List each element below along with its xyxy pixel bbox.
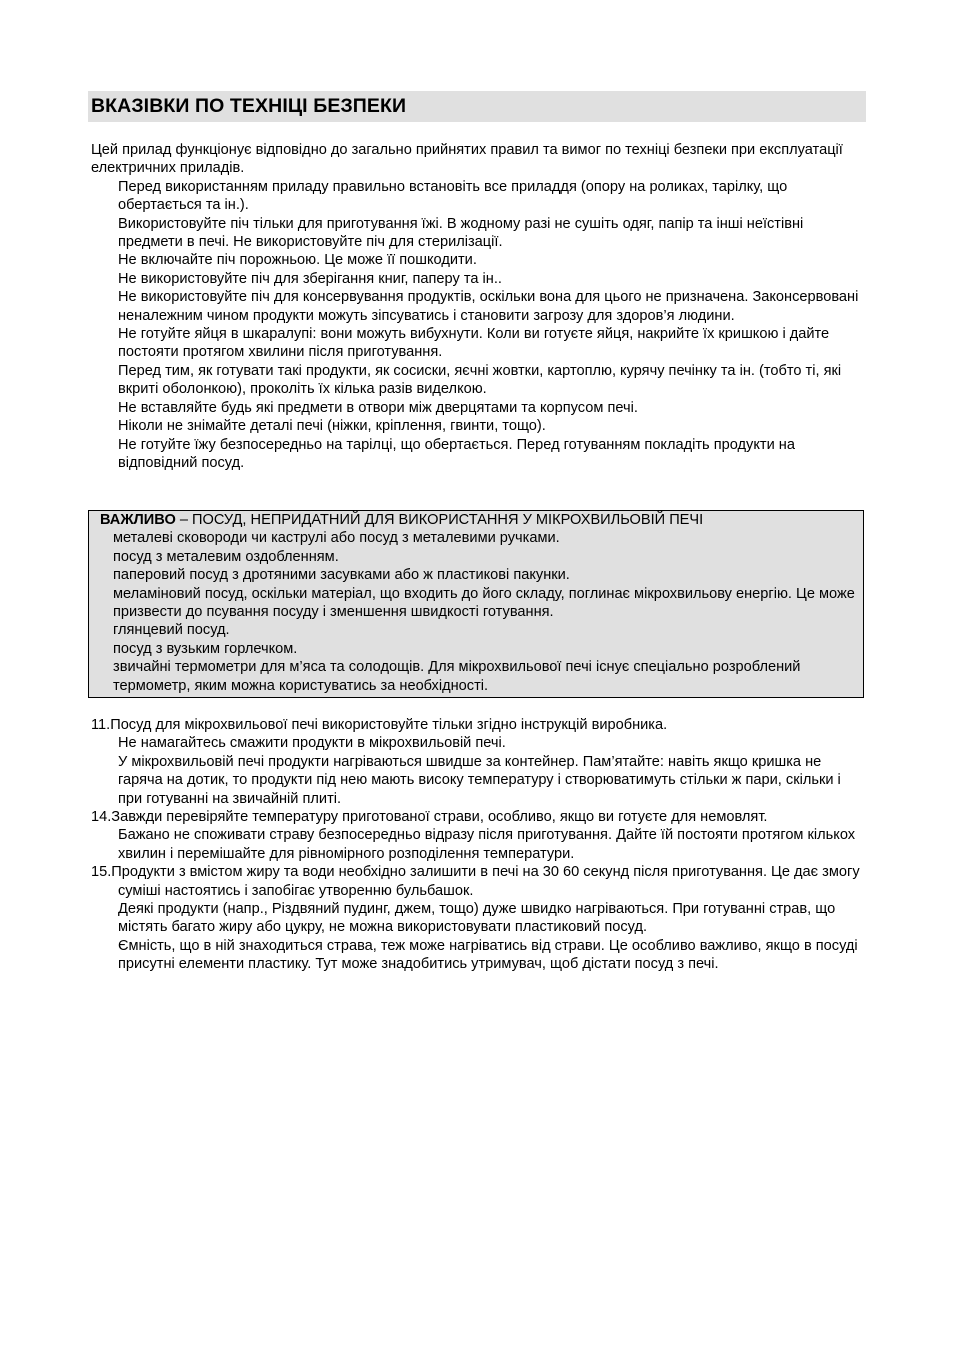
note-15: 15.Продукти з вмістом жиру та води необхідно залишити в печі на 30 60 секунд після приготування. Це дає змогу суміші настоятись і запобігає утворенню бульбашок.: [91, 864, 860, 899]
safety-item: Не використовуйте піч для зберігання книг, паперу та ін..: [118, 270, 502, 287]
safety-item: Не готуйте їжу безпосередньо на тарілці, що обертається. Перед готуванням покладіть продукти на відповідний посуд.: [118, 436, 795, 471]
cookware-item: паперовий посуд з дротяними засувками або ж пластикові пакунки.: [113, 567, 570, 584]
safety-item: Не вставляйте будь які предмети в отвори між дверцятами та корпусом печі.: [118, 399, 638, 416]
notes-section: [91, 716, 866, 974]
intro-lead: Цей прилад функціонує відповідно до загально прийнятих правил та вимог по техніці безпеки при експлуатації електричних приладів.: [91, 142, 843, 177]
cookware-item: меламіновий посуд, оскільки матеріал, що входить до його складу, поглинає мікрохвильову енергію. Це може призвести до псування посуду і зменшення швидкості готування.: [113, 585, 855, 621]
cookware-item: звичайні термометри для м’яса та солодощів. Для мікрохвильової печі існує спеціально розроблений термометр, яким можна користуватись за необхідності.: [113, 659, 801, 694]
note-item: Деякі продукти (напр., Різдвяний пудинг, джем, тощо) дуже швидко нагріваються. При готуванні страв, що містять багато жиру або цукру, не можна використовувати пластиковий посуд.: [118, 901, 836, 936]
safety-item: Не готуйте яйця в шкаралупі: вони можуть вибухнути. Коли ви готуєте яйця, накрийте їх кришкою і дайте постояти протягом хвилини після приготування.: [118, 326, 830, 361]
important-heading: [89, 511, 863, 529]
page-title: ВКАЗІВКИ ПО ТЕХНІЦІ БЕЗПЕКИ: [91, 95, 407, 117]
note-item: Ємність, що в ній знаходиться страва, теж може нагріватись від страви. Це особливо важливо, якщо в посуді присутні елементи пластику. Тут може знадобитись утримувач, щоб дістати посуд з печі.: [118, 937, 858, 973]
important-box: [88, 510, 864, 698]
note-item: У мікрохвильовій печі продукти нагріваються швидше за контейнер. Пам’ятайте: навіть якщо кришка не гаряча на дотик, то продукти під нею мають високу температуру і створюватимуть стільки ж пари, скільки і при готуванні на звичайній плиті.: [118, 753, 841, 807]
important-label: ВАЖЛИВО: [100, 512, 176, 528]
intro-section: [91, 141, 861, 472]
cookware-item: глянцевий посуд.: [113, 622, 230, 639]
cookware-item: металеві сковороди чи каструлі або посуд з металевими ручками.: [113, 530, 560, 547]
safety-item: Перед тим, як готувати такі продукти, як сосиски, яєчні жовтки, картоплю, курячу печінку та ін. (тобто ті, які вкриті оболонкою), проколіть їх кілька разів виделкою.: [118, 362, 842, 398]
safety-item: Перед використанням приладу правильно встановіть все приладдя (опору на роликах, тарілку, що обертається та ін.).: [118, 178, 788, 214]
safety-item: Використовуйте піч тільки для приготування їжі. В жодному разі не сушіть одяг, папір та інші неїстівні предмети в печі. Не використовуйте піч для стерилізації.: [118, 215, 804, 251]
page-title-bar: [88, 91, 866, 122]
cookware-item: посуд з металевим оздобленням.: [113, 548, 339, 565]
safety-item: Ніколи не знімайте деталі печі (ніжки, кріплення, гвинти, тощо).: [118, 418, 546, 435]
safety-item: Не включайте піч порожньою. Це може її пошкодити.: [118, 252, 477, 269]
note-11: 11.Посуд для мікрохвильової печі використовуйте тільки згідно інструкцій виробника.: [91, 717, 668, 733]
note-14: 14.Завжди перевіряйте температуру приготованої страви, особливо, якщо ви готуєте для немовлят.: [91, 809, 768, 826]
safety-item: Не використовуйте піч для консервування продуктів, оскільки вона для цього не призначена. Законсервовані неналежним чином продукти можуть зіпсуватись і становити загрозу для здоров’я людини.: [118, 289, 859, 324]
unsuitable-cookware-list: [89, 529, 863, 695]
cookware-item: посуд з вузьким горлечком.: [113, 640, 298, 657]
note-item: Не намагайтесь смажити продукти в мікрохвильовій печі.: [118, 735, 506, 752]
note-item: Бажано не споживати страву безпосередньо відразу після приготування. Дайте їй постояти протягом кількох хвилин і перемішайте для рівномірного розподілення температури.: [118, 827, 856, 862]
safety-list: [91, 178, 861, 473]
important-heading-text: – ПОСУД, НЕПРИДАТНИЙ ДЛЯ ВИКОРИСТАННЯ У МІКРОХВИЛЬОВІЙ ПЕЧІ: [175, 512, 704, 528]
